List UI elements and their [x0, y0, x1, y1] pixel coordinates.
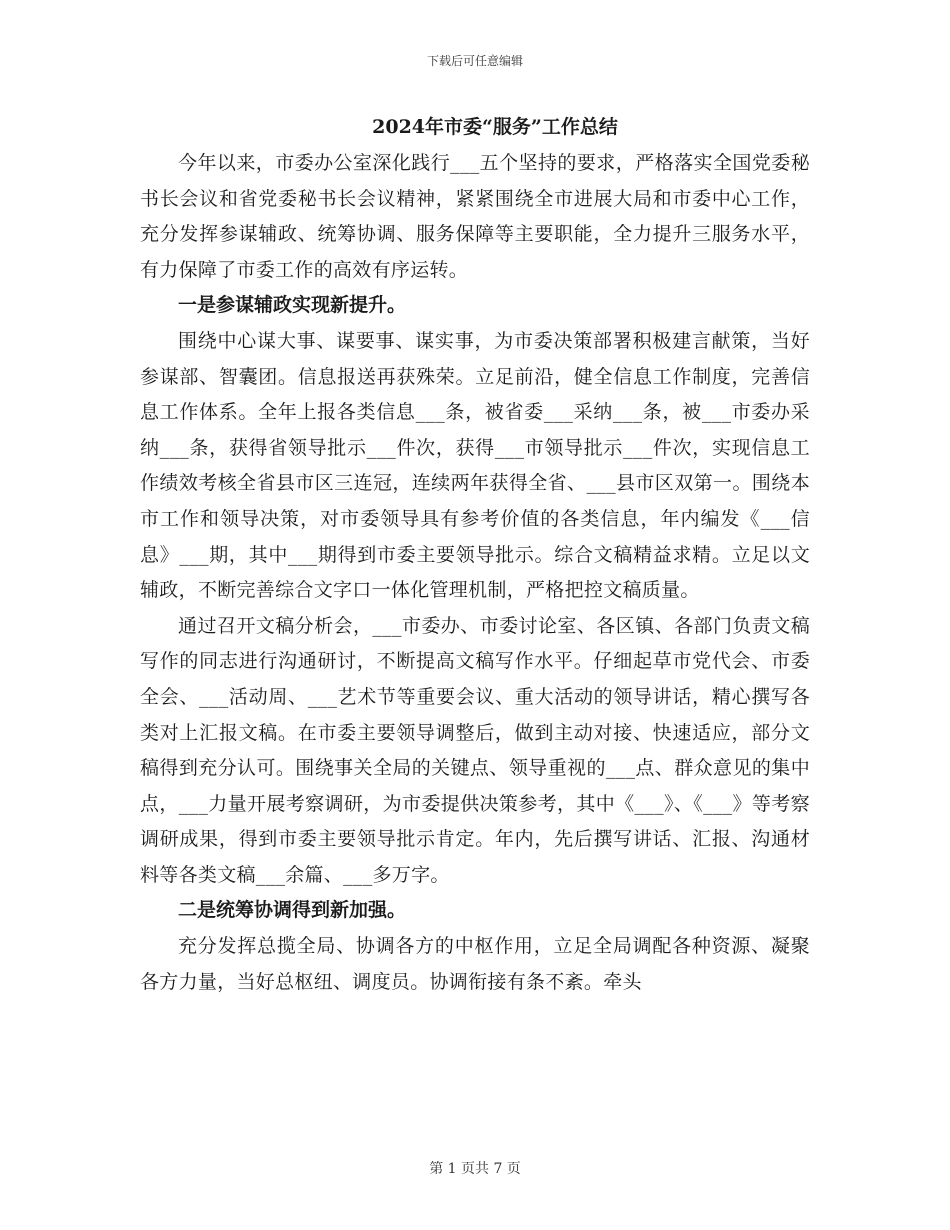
section-heading-1: 一是参谋辅政实现新提升。	[178, 294, 407, 317]
page-number: 第 1 页共 7 页	[429, 1161, 521, 1177]
body-paragraph-2: 通过召开文稿分析会，___市委办、市委讨论室、各区镇、各部门负责文稿写作的同志进行沟通研讨，不断提高文稿写作水平。仔细起草市党代会、市委全会、___活动周、___艺术节等重要会议、重大活动的领导讲话，精心撰写各类对上汇报文稿。在市委主要领导调整后，做到主动对接、快速适应，部分文稿得到充分认可。围绕事关全局的关键点、领导重视的___点、群众意见的集中点，___力量开展考察调研，为市委提供决策参考，其中《___》、《___》等考察调研成果，得到市委主要领导批示肯定。年内，先后撰写讲话、汇报、沟通材料等各类文稿___余篇、___多万字。	[140, 614, 810, 886]
document-body	[140, 108, 810, 1000]
page-header-note: 下载后可任意编辑	[426, 54, 523, 68]
body-paragraph-3: 充分发挥总揽全局、协调各方的中枢作用，立足全局调配各种资源、凝聚各方力量，当好总枢纽、调度员。协调衔接有条不紊。牵头	[140, 935, 810, 993]
document-title: 2024年市委“服务”工作总结	[372, 116, 618, 138]
body-paragraph-1: 围绕中心谋大事、谋要事、谋实事，为市委决策部署积极建言献策，当好参谋部、智囊团。信息报送再获殊荣。立足前沿，健全信息工作制度，完善信息工作体系。全年上报各类信息___条，被省委___采纳___条，被___市委办采纳___条，获得省领导批示___件次，获得___市领导批示___件次，实现信息工作绩效考核全省县市区三连冠，连续两年获得全省、___县市区双第一。围绕本市工作和领导决策，对市委领导具有参考价值的各类信息，年内编发《___信息》___期，其中___期得到市委主要领导批示。综合文稿精益求精。立足以文辅政，不断完善综合文字口一体化管理机制，严格把控文稿质量。	[140, 329, 810, 602]
section-heading-2: 二是统筹协调得到新加强。	[178, 899, 407, 922]
intro-paragraph: 今年以来，市委办公室深化践行___五个坚持的要求，严格落实全国党委秘书长会议和省党委秘书长会议精神，紧紧围绕全市进展大局和市委中心工作，充分发挥参谋辅政、统筹协调、服务保障等主要职能，全力提升三服务水平，有力保障了市委工作的高效有序运转。	[140, 152, 810, 281]
